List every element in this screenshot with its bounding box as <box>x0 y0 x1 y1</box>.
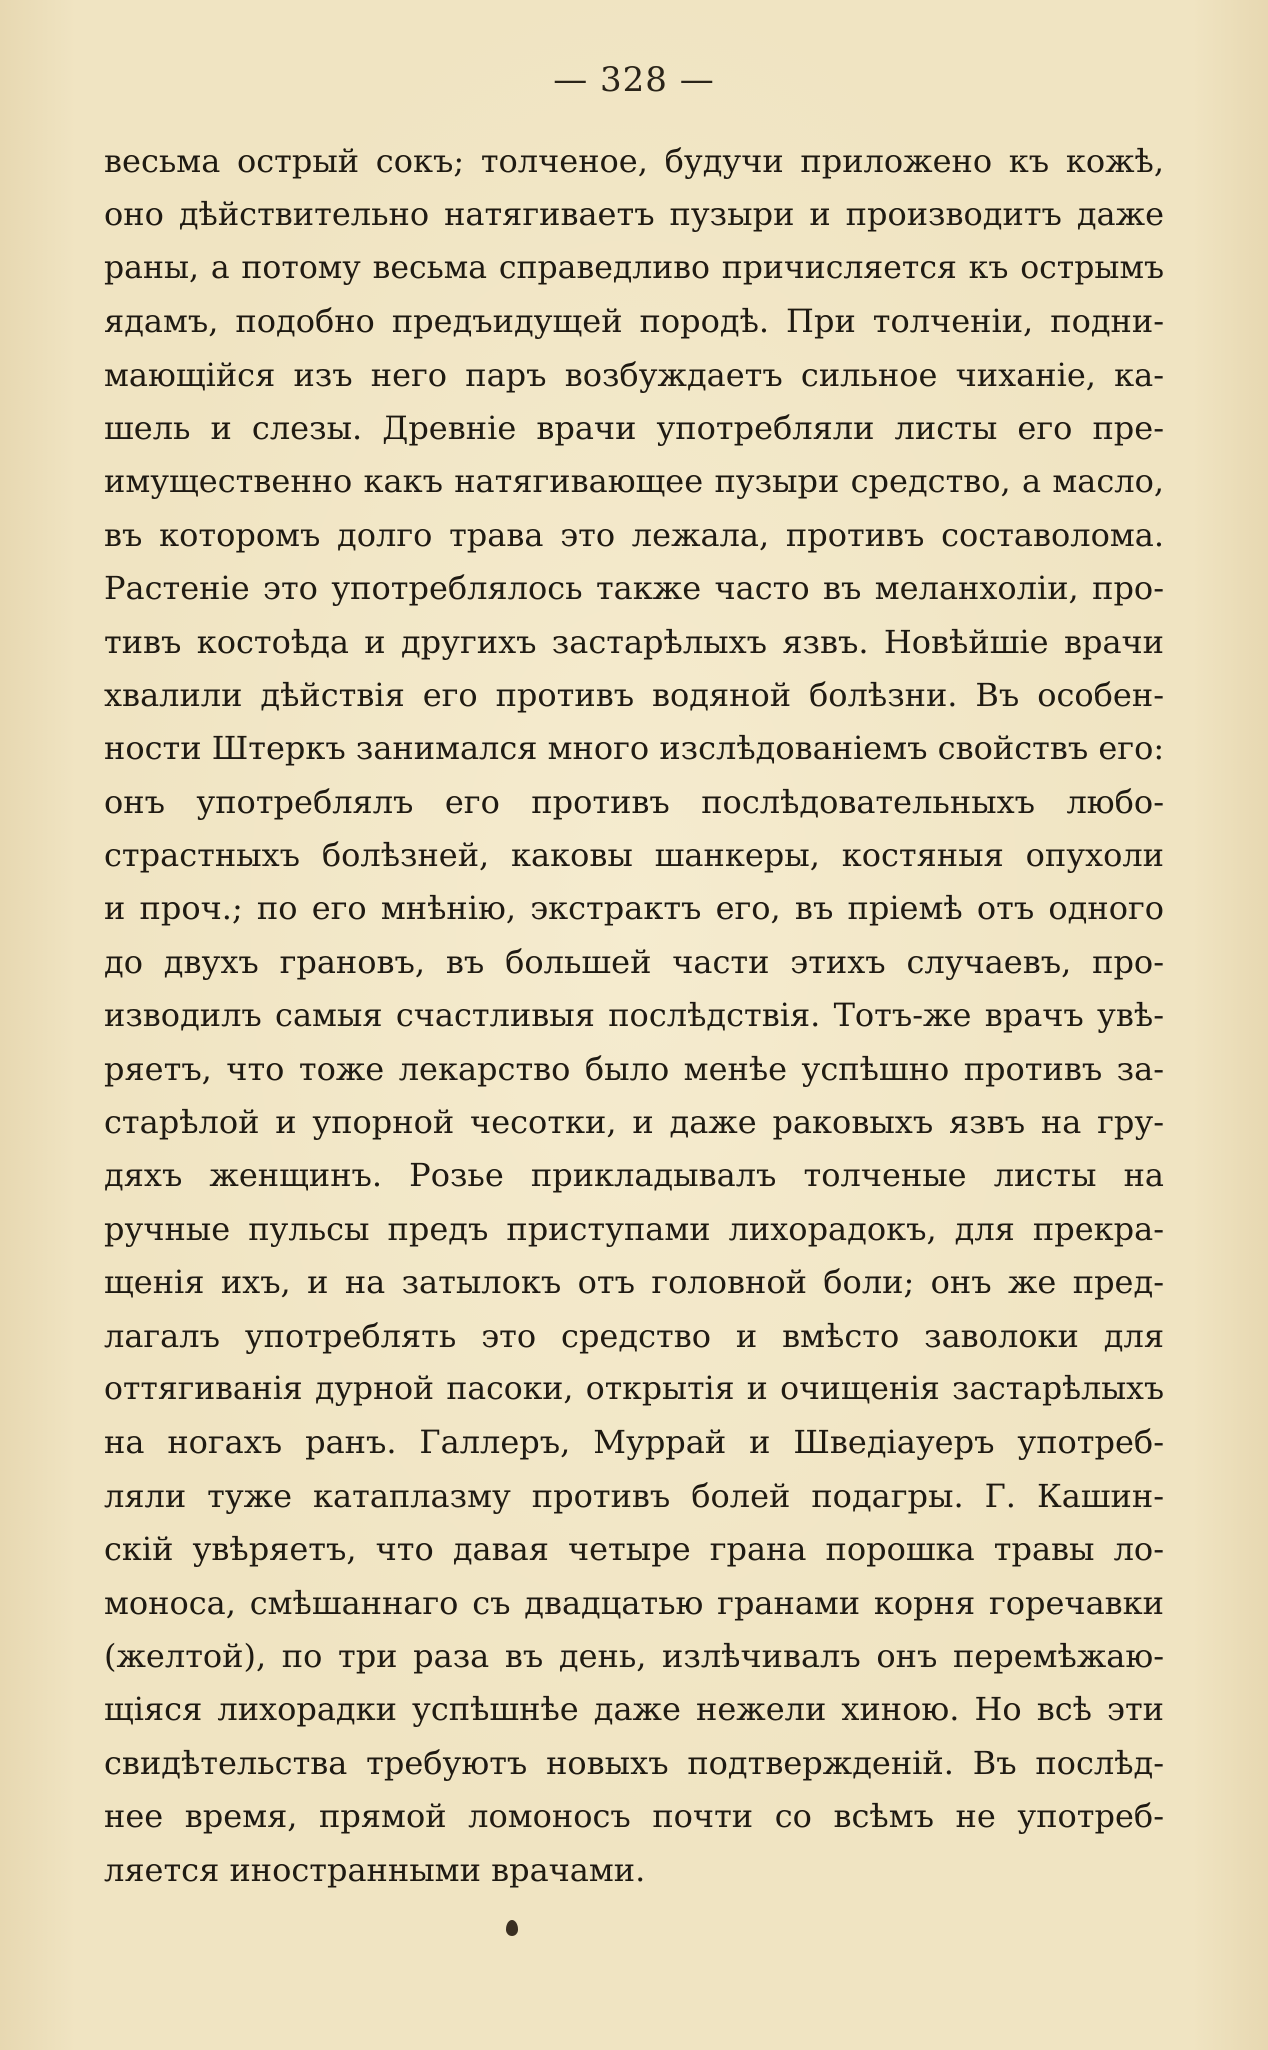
text-line: тивъ костоѣда и другихъ застарѣлыхъ язвъ. Новѣйшіе врачи <box>104 622 1164 661</box>
text-line: нее время, прямой ломоносъ почти со всѣмъ не употреб- <box>104 1797 1164 1836</box>
text-line: скій увѣряетъ, что давая четыре грана порошка травы ло- <box>104 1530 1164 1569</box>
text-line: лагалъ употреблять это средство и вмѣсто заволоки для <box>104 1316 1164 1355</box>
text-line: на ногахъ ранъ. Галлеръ, Муррай и Шведіауеръ употреб- <box>104 1423 1164 1462</box>
text-line: хвалили дѣйствія его противъ водяной болѣзни. Въ особен- <box>104 675 1164 714</box>
text-line: онъ употреблялъ его противъ послѣдовательныхъ любо- <box>104 782 1164 821</box>
text-line: ручные пульсы предъ приступами лихорадокъ, для прекра- <box>104 1209 1164 1248</box>
text-line: ности Штеркъ занимался много изслѣдованіемъ свойствъ его: <box>104 729 1165 768</box>
text-line: и проч.; по его мнѣнію, экстрактъ его, въ пріемѣ отъ одного <box>104 889 1164 928</box>
text-line: оно дѣйствительно натягиваетъ пузыри и производитъ даже <box>104 195 1164 234</box>
ink-mark <box>506 1920 518 1936</box>
body-text <box>104 135 1164 1897</box>
text-line: ляется иностранными врачами. <box>104 1850 646 1889</box>
text-line: имущественно какъ натягивающее пузыри средство, а масло, <box>104 462 1164 501</box>
page-number: — 328 — <box>553 60 715 100</box>
text-line: ряетъ, что тоже лекарство было менѣе успѣшно противъ за- <box>104 1049 1164 1088</box>
text-line: раны, а потому весьма справедливо причисляется къ острымъ <box>104 249 1164 286</box>
text-line: дяхъ женщинъ. Розье прикладывалъ толченые листы на <box>104 1156 1164 1195</box>
text-line: щіяся лихорадки успѣшнѣе даже нежели хиною. Но всѣ эти <box>104 1690 1164 1729</box>
text-line: весьма острый сокъ; толченое, будучи приложено къ кожѣ, <box>104 142 1164 180</box>
text-line: свидѣтельства требуютъ новыхъ подтвержденій. Въ послѣд- <box>104 1743 1164 1782</box>
text-line: въ которомъ долго трава это лежала, противъ составолома. <box>104 515 1164 554</box>
text-line: старѣлой и упорной чесотки, и даже раковыхъ язвъ на гру- <box>104 1103 1164 1142</box>
text-line: щенія ихъ, и на затылокъ отъ головной боли; онъ же пред- <box>104 1263 1164 1302</box>
text-line: ядамъ, подобно предъидущей породѣ. При толченіи, подни- <box>104 302 1164 341</box>
text-line: моноса, смѣшаннаго съ двадцатью гранами корня горечавки <box>104 1583 1164 1622</box>
text-line: Растеніе это употреблялось также часто въ меланхоліи, про- <box>104 569 1164 608</box>
text-line: изводилъ самыя счастливыя послѣдствія. Тотъ-же врачъ увѣ- <box>104 996 1164 1035</box>
text-line: шель и слезы. Древніе врачи употребляли листы его пре- <box>104 408 1164 447</box>
text-line: (желтой), по три раза въ день, излѣчивалъ онъ перемѣжаю- <box>104 1636 1164 1675</box>
text-line: страстныхъ болѣзней, каковы шанкеры, костяныя опухоли <box>104 836 1164 875</box>
text-line: мающійся изъ него паръ возбуждаетъ сильное чиханіе, ка- <box>104 355 1164 394</box>
text-line: оттягиванія дурной пасоки, открытія и очищенія застарѣлыхъ <box>104 1370 1164 1407</box>
text-line: до двухъ грановъ, въ большей части этихъ случаевъ, про- <box>104 942 1164 981</box>
text-line: ляли туже катаплазму противъ болей подагры. Г. Кашин- <box>104 1476 1164 1515</box>
